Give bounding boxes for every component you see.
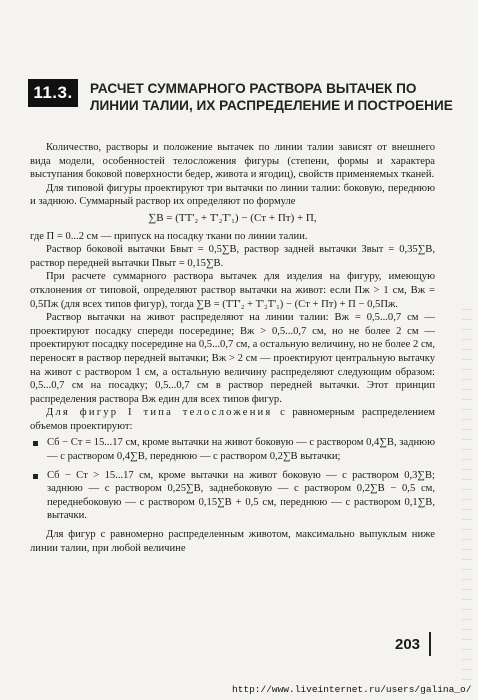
- footer-url: http://www.liveinternet.ru/users/galina_o/: [232, 684, 472, 695]
- paragraph-7: [30, 406, 435, 433]
- paragraph-8: Для фигур с равномерно распределенным животом, максимально выпуклым ниже линии талии, при любой величине: [30, 529, 435, 554]
- list-item: Cб − Cт > 15...17 см, кроме вытачки на живот боковую — с раствором 0,3∑В; заднюю — с раствором 0,25∑В, заднебоковую — с раствором 0,2∑В − 0,5 см, переднебоковую — с раствором 0,15∑В + 0,5 см, переднюю — с раствором 0,1∑В, вытачки.: [30, 469, 435, 523]
- paragraph-3: где П = 0...2 см — припуск на посадку ткани по линии талии.: [30, 230, 308, 242]
- formula: ∑В = (ТТ'₂ + Т'₂Т'₁) − (Cт + Пт) + П,: [148, 211, 317, 224]
- paragraph-4: Раствор боковой вытачки Бвыт = 0,5∑В, раствор задней вытачки Звыт = 0,35∑В, раствор передней вытачки Пвыт = 0,15∑В.: [30, 244, 435, 269]
- paragraph-1: Количество, растворы и положение вытачек по линии талии зависят от внешнего вида модели, особенностей телосложения фигуры (степени, формы и характера выступания боковой поверхности бедер, живота и ягодиц), свойств применяемых тканей.: [30, 142, 435, 181]
- page-number: 203: [395, 636, 421, 653]
- body-text: [30, 141, 435, 555]
- list-item: Cб − Cт = 15...17 см, кроме вытачки на живот боковую — с раствором 0,4∑В, заднюю — с раствором 0,4∑В, переднюю — с раствором 0,2∑В вытачки;: [30, 436, 435, 463]
- paragraph-5: При расчете суммарного раствора вытачек для изделия на фигуру, имеющую отклонения от типовой, определяют раствор вытачки на живот: если Пж > 1 см, Вж = 0,5Пж (для всех типов фигур), тогда ∑В = (ТТ'₂ + Т'₂Т'₁) − (Cт + Пт) + П − 0,5Пж.: [30, 271, 435, 310]
- square-bullet-icon: [33, 474, 38, 479]
- paragraph-7-rest: с равномерным распределением объемов проектируют:: [30, 407, 435, 432]
- page-number-bar: [429, 632, 431, 656]
- square-bullet-icon: [33, 441, 38, 446]
- paragraph-6: Раствор вытачки на живот распределяют на линии талии: Вж = 0,5...0,7 см — проектируют посадку спереди посередине; Вж > 0,5...0,7 см, но не более 2 см — проектируют посадку посередине на 0,5...0,7 см, а остальную величину, но не более 2 см, переносят в раствор передней вытачки; Вж > 2 см — проектируют центральную вытачку на живот с раствором 1 см, а остальную величину распределяют следующим образом: 0,5...0,7 см на посадку; 0,5...0,7 см в раствор передней вытачки. Этот принцип распределения раствора Вж един для всех типов фигур.: [30, 312, 435, 405]
- section-number: 11.3.: [28, 79, 78, 107]
- scan-edge: [462, 300, 472, 680]
- paragraph-2: Для типовой фигуры проектируют три вытачки по линии талии: боковую, переднюю и заднюю. Суммарный раствор их определяют по формуле: [30, 182, 435, 208]
- bullet-list: [30, 436, 435, 523]
- spaced-phrase: Для фигур I типа телосложения: [46, 407, 273, 419]
- section-title: РАСЧЕТ СУММАРНОГО РАСТВОРА ВЫТАЧЕК ПО ЛИНИИ ТАЛИИ, ИХ РАСПРЕДЕЛЕНИЕ И ПОСТРОЕНИЕ: [90, 81, 453, 113]
